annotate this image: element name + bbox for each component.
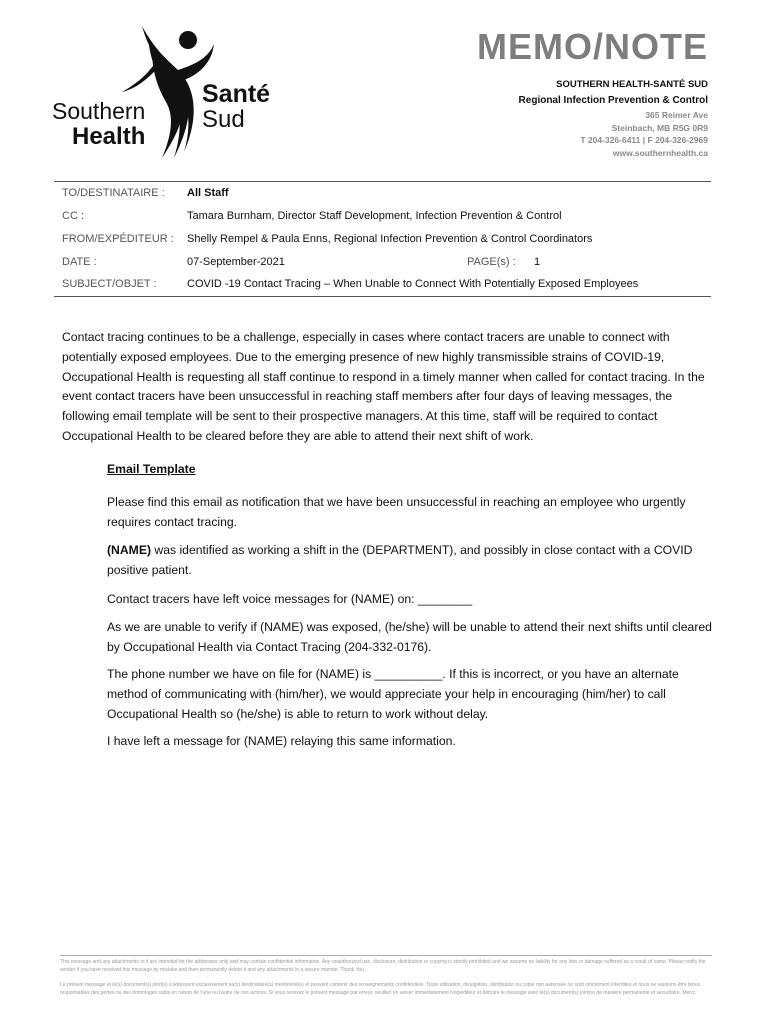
subject-value: COVID -19 Contact Tracing – When Unable to Connect With Potentially Exposed Employees (187, 278, 639, 290)
logo-text-sante: Santé (202, 80, 271, 108)
org-website[interactable]: www.southernhealth.ca (612, 147, 708, 158)
from-label: FROM/EXPÉDITEUR : (62, 233, 174, 245)
body-paragraph: Contact tracing continues to be a challenge, especially in cases where contact tracers are unable to connect with potentially exposed employees. Due to the emerging presence of new highly transmissible strains of COVID-19, Occupational Health is requesting all staff continue to respond in a timely manner when called for contact tracing. In the event contact tracers have been unsuccessful in reaching staff members after four days of leaving messages, the following email template will be sent to their prospective managers. At this time, staff will be required to contact Occupational Health to be cleared before they are able to attend their next shift of work. (62, 330, 705, 443)
template-paragraph-5: The phone number we have on file for (NAME) is __________. If this is incorrect, or you have an alternate method of communicating with (him/her), we would appreciate your help in encouraging (him/her) to call Occupational Health so (he/she) is able to return to work without delay. (107, 667, 679, 721)
template-paragraph-1: Please find this email as notification that we have been unsuccessful in reaching an employee who urgently requires contact tracing. (107, 495, 686, 529)
header-top-divider (54, 181, 711, 182)
subject-label: SUBJECT/OBJET : (62, 278, 157, 290)
logo-text-sud: Sud (202, 106, 245, 133)
memo-title: MEMO/NOTE (477, 26, 708, 67)
pages-label: PAGE(s) : (467, 256, 516, 268)
to-label: TO/DESTINATAIRE : (62, 187, 165, 199)
to-value: All Staff (187, 187, 229, 199)
date-label: DATE : (62, 256, 97, 268)
footer-divider (60, 955, 712, 956)
template-paragraph-6: I have left a message for (NAME) relaying this same information. (107, 734, 456, 748)
template-paragraph-4: As we are unable to verify if (NAME) was exposed, (he/she) will be unable to attend their next shifts until cleared by Occupational Health via Contact Tracing (204-332-0176). (107, 620, 712, 654)
org-address-1: 365 Reimer Ave (645, 110, 708, 120)
from-row (62, 233, 712, 249)
logo-text-health: Health (72, 123, 146, 150)
org-address-2: Steinbach, MB R5G 0R9 (611, 122, 708, 133)
footer-disclaimer-en: This message and any attachments to it are intended for the addressee only and may contain confidential information. Any unauthorized use, disclosure, distribution or copying is strictly prohibited and we assume no liability for any loss or damage suffered as a result of same. Please notify the sender if you have received this message by mistake and then permanently delete it and any attachments in a secure manner. Thank You. (60, 959, 706, 973)
cc-label: CC : (62, 210, 84, 222)
email-template-title: Email Template (107, 462, 196, 476)
to-row (62, 187, 712, 203)
template-paragraph-2 (107, 541, 722, 581)
org-name: SOUTHERN HEALTH-SANTÉ SUD (556, 79, 708, 90)
template-paragraph-2-text: was identified as working a shift in the (DEPARTMENT), and possibly in close contact with a COVID positive patient. (107, 543, 693, 577)
header-bottom-divider (54, 296, 711, 297)
org-department: Regional Infection Prevention & Control (518, 95, 708, 106)
org-phone: T 204-326-6411 | F 204-326-2969 (580, 135, 708, 145)
footer-disclaimer-fr: Le présent message et le(s) document(s) joint(s) s'adressent exclusivement au(x) destinataire(s) mentionné(s) et peuvent contenir des renseignements confidentiels. Toute utilisation, divulgation, distribution ou copie non autorisée ne sont strictement interdites et nous ne saurions être tenus responsables des pertes ou des dommages subis en raison de l'une ou l'autre de ces actions. Si vous recevez le présent message par erreur, veuillez en aviser immédiatement l'expéditeur et détruire le message avec le(s) document(s) joint(s) de manière permanente et sécuritaire. Merci. (60, 982, 701, 996)
logo-text-southern: Southern (52, 98, 146, 124)
pages-value: 1 (534, 256, 541, 268)
cc-row (62, 210, 712, 226)
southern-health-logo (52, 22, 282, 162)
cc-value: Tamara Burnham, Director Staff Development, Infection Prevention & Control (187, 210, 562, 222)
from-value: Shelly Rempel & Paula Enns, Regional Infection Prevention & Control Coordinators (187, 233, 593, 245)
org-contact-block (519, 78, 708, 159)
template-paragraph-3: Contact tracers have left voice messages for (NAME) on: ________ (107, 592, 473, 606)
date-value: 07-September-2021 (187, 256, 285, 268)
name-placeholder: (NAME) (107, 543, 152, 557)
date-row (62, 256, 712, 272)
subject-row (62, 278, 712, 294)
email-template-heading (107, 460, 722, 480)
